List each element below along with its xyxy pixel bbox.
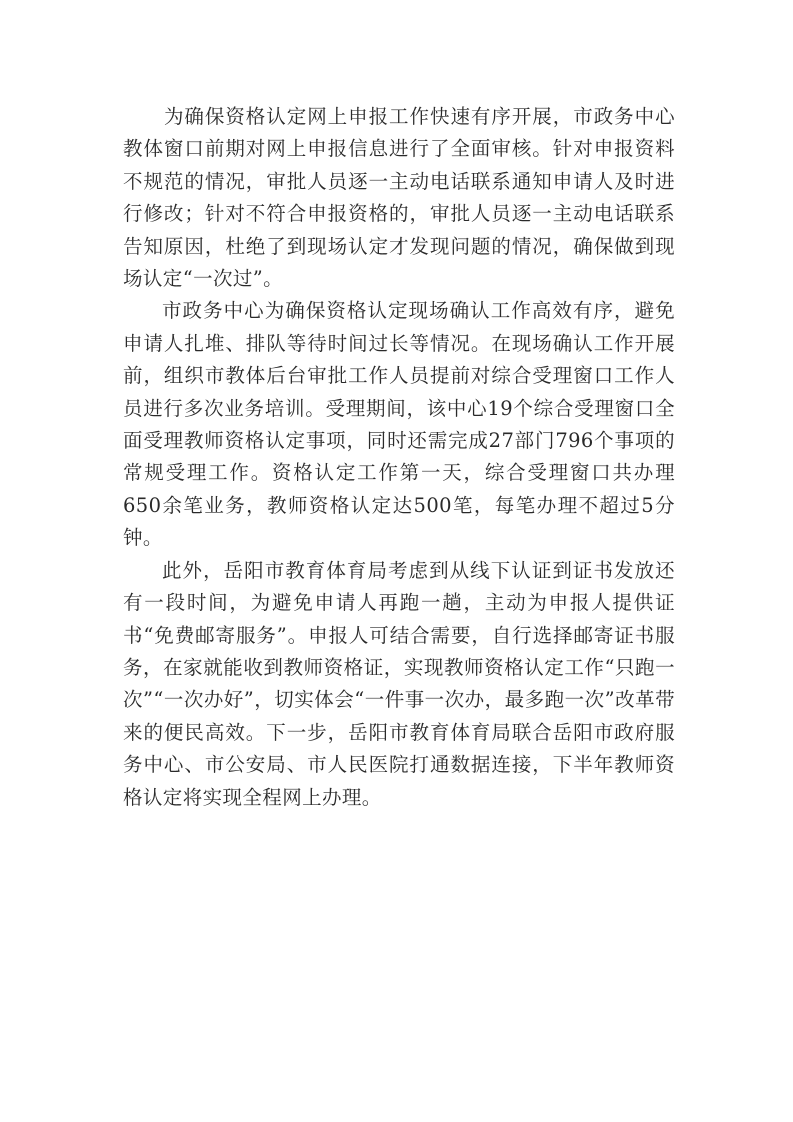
paragraph-2: 市政务中心为确保资格认定现场确认工作高效有序，避免申请人扎堆、排队等待时间过长等情况。在现场确认工作开展前，组织市教体后台审批工作人员提前对综合受理窗口工作人员进行多次业务培训。受理期间，该中心19个综合受理窗口全面受理教师资格认定事项，同时还需完成27部门796个事项的常规受理工作。资格认定工作第一天，综合受理窗口共办理650余笔业务，教师资格认定达500笔，每笔办理不超过5分钟。 (123, 299, 675, 550)
paragraph-3: 此外，岳阳市教育体育局考虑到从线下认证到证书发放还有一段时间，为避免申请人再跑一趟，主动为申报人提供证书“免费邮寄服务”。申报人可结合需要，自行选择邮寄证书服务，在家就能收到教师资格证，实现教师资格认定工作“只跑一次”“一次办好”，切实体会“一件事一次办，最多跑一次”改革带来的便民高效。下一步，岳阳市教育体育局联合岳阳市政府服务中心、市公安局、市人民医院打通数据连接，下半年教师资格认定将实现全程网上办理。 (123, 558, 675, 809)
document-body (123, 101, 675, 814)
paragraph-1: 为确保资格认定网上申报工作快速有序开展，市政务中心教体窗口前期对网上申报信息进行了全面审核。针对申报资料不规范的情况，审批人员逐一主动电话联系通知申请人及时进行修改；针对不符合申报资格的，审批人员逐一主动电话联系告知原因，杜绝了到现场认定才发现问题的情况，确保做到现场认定“一次过”。 (123, 105, 675, 291)
